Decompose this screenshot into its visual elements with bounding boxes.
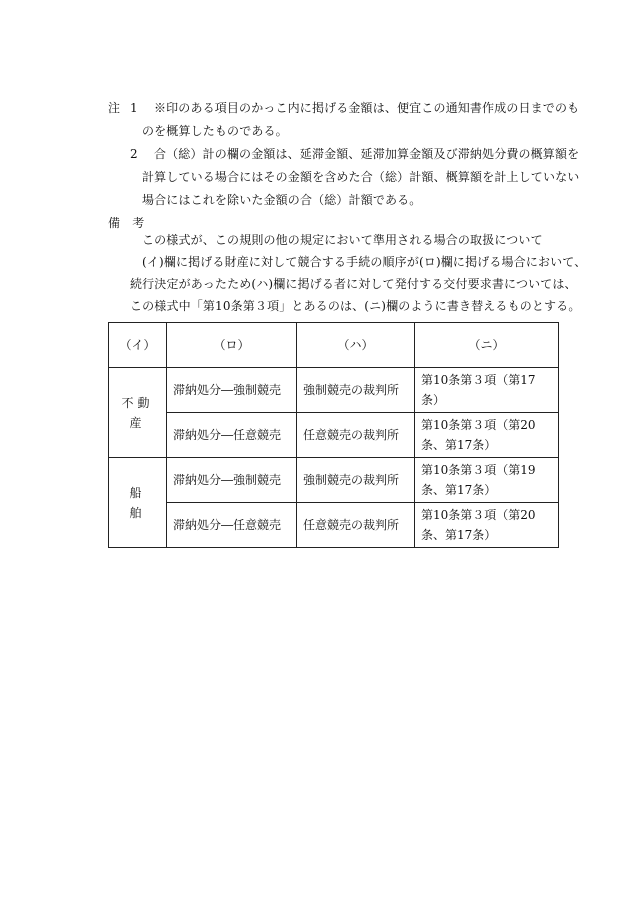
procedure-cell: 滞納処分―強制競売 [167,368,297,413]
procedure-cell: 滞納処分―強制競売 [167,458,297,503]
replacement-cell: 第10条第３項（第20条、第17条） [415,413,559,458]
party-cell: 強制競売の裁判所 [297,458,415,503]
note-1-line-2: のを概算したものである。 [142,124,288,138]
remarks-line-3: 続行決定があったため(ハ)欄に掲げる者に対して発付する交付要求書については、 [130,277,577,291]
table-row [109,368,559,413]
note-1-number: 1 [130,101,138,115]
replacement-table [108,322,559,548]
header-ro: （ロ） [167,323,297,368]
party-cell: 任意競売の裁判所 [297,503,415,548]
remarks-line-1: この様式が、この規則の他の規定において準用される場合の取扱について [142,233,543,247]
remarks-line-2: (イ)欄に掲げる財産に対して競合する手続の順序が(ロ)欄に掲げる場合において、 [142,255,587,269]
notes-label: 注 [108,101,121,115]
note-2-line-2: 計算している場合にはその金額を含めた合（総）計額、概算額を計上していない [142,170,580,184]
header-ni: （ニ） [415,323,559,368]
category-ship: 船 舶 [109,458,167,548]
note-2-line-1: 合（総）計の欄の金額は、延滞金額、延滞加算金額及び滞納処分費の概算額を [154,147,580,161]
note-1-line-1: ※印のある項目のかっこ内に掲げる金額は、便宜この通知書作成の日までのも [154,101,580,115]
procedure-cell: 滞納処分―任意競売 [167,503,297,548]
table-row [109,458,559,503]
table-row [109,503,559,548]
replacement-cell: 第10条第３項（第20条、第17条） [415,503,559,548]
replacement-cell: 第10条第３項（第19条、第17条） [415,458,559,503]
procedure-cell: 滞納処分―任意競売 [167,413,297,458]
table-row [109,413,559,458]
replacement-cell: 第10条第３項（第17条） [415,368,559,413]
remarks-line-4: この様式中「第10条第３項」とあるのは、(ニ)欄のように書き替えるものとする。 [130,299,581,313]
note-2-line-3: 場合にはこれを除いた金額の合（総）計額である。 [142,193,422,207]
remarks-label: 備 考 [108,216,145,230]
party-cell: 強制競売の裁判所 [297,368,415,413]
note-2-number: 2 [130,147,138,161]
table-header-row [109,323,559,368]
category-real-estate: 不動産 [109,368,167,458]
header-i: （イ） [109,323,167,368]
header-ha: （ハ） [297,323,415,368]
party-cell: 任意競売の裁判所 [297,413,415,458]
